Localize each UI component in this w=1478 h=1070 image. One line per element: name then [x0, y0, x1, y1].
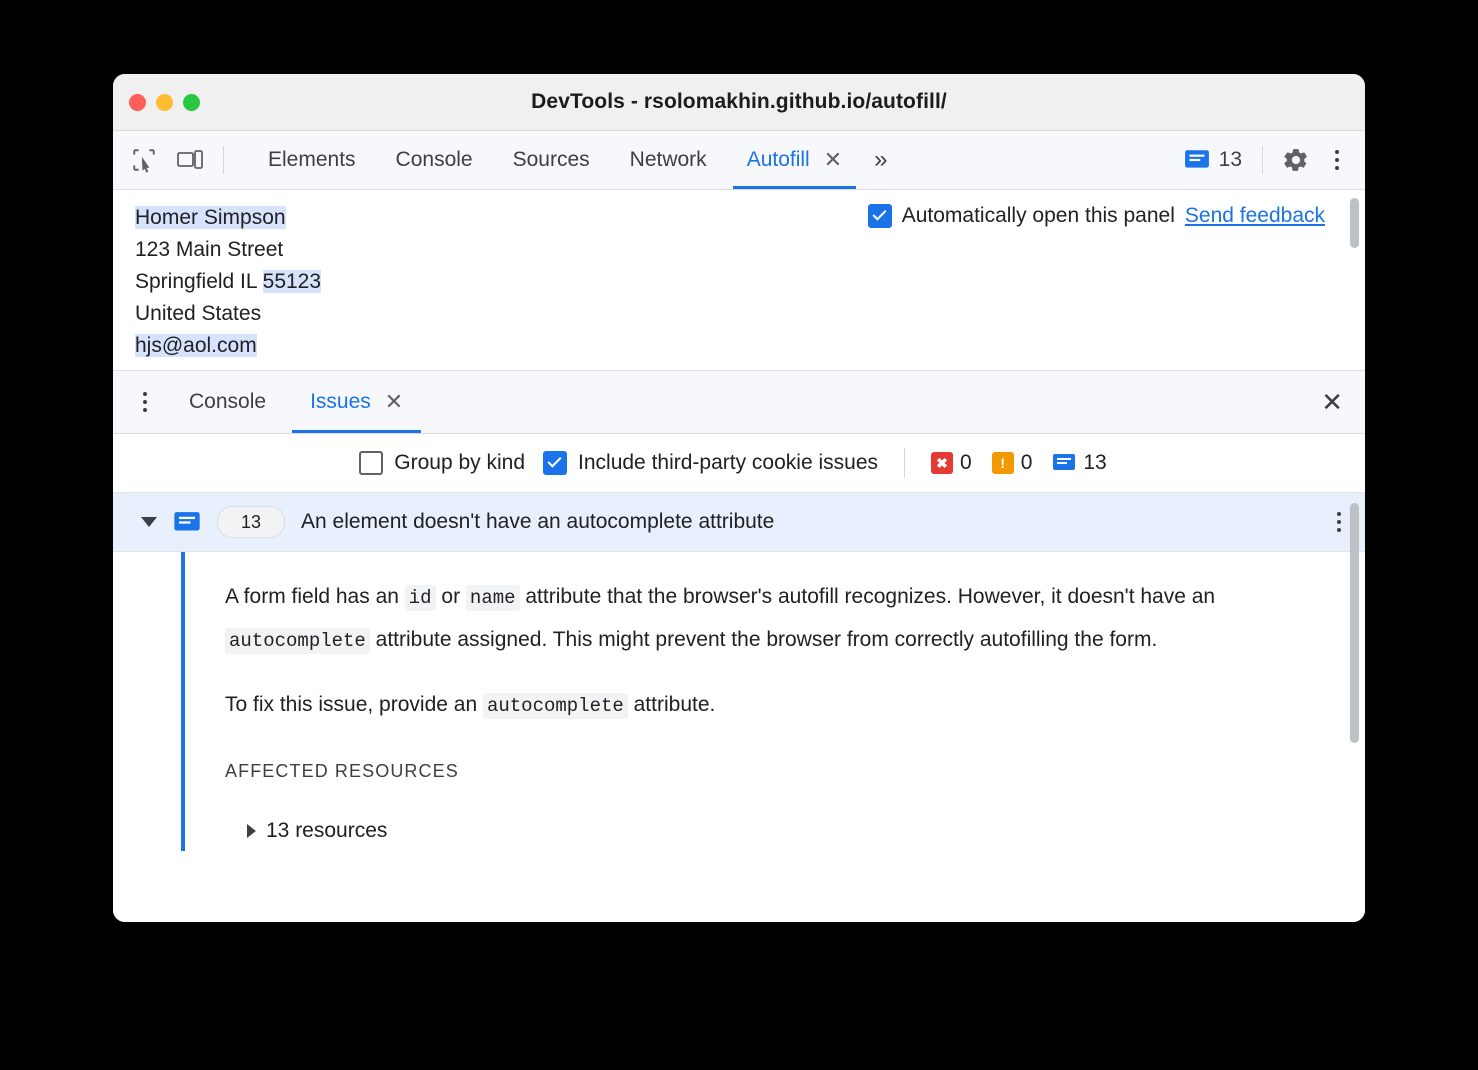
tab-autofill-label: Autofill — [746, 148, 810, 171]
send-feedback-link[interactable]: Send feedback — [1184, 204, 1325, 227]
affected-resources-heading: AFFECTED RESOURCES — [225, 761, 459, 781]
autofill-panel — [113, 190, 1365, 371]
tab-sources-label: Sources — [512, 148, 590, 171]
issues-list — [113, 493, 1365, 922]
info-count-label: 13 — [1083, 451, 1107, 474]
tab-network[interactable] — [610, 131, 727, 189]
address-line-2: 123 Main Street — [135, 238, 284, 261]
chevron-right-icon[interactable] — [247, 824, 256, 838]
tab-elements-label: Elements — [268, 148, 356, 171]
address-line-5: hjs@aol.com — [135, 334, 257, 357]
toolbar-right-group — [1174, 137, 1365, 183]
issue-text-2b: attribute. — [627, 693, 716, 716]
address-line-1: Homer Simpson — [135, 206, 286, 229]
affected-resources-label: 13 resources — [266, 819, 388, 842]
panel-tabs — [248, 131, 900, 189]
tab-autofill-close-icon[interactable]: ✕ — [823, 147, 843, 172]
address-line-4: United States — [135, 302, 262, 325]
affected-resources-toggle[interactable] — [225, 810, 1315, 851]
issue-text-1c: attribute that the browser's autofill recognizes. However, it doesn't have an — [519, 585, 1216, 608]
window-title: DevTools - rsolomakhin.github.io/autofill/ — [531, 90, 947, 113]
code-autocomplete-2: autocomplete — [483, 693, 628, 719]
devtools-window — [113, 74, 1365, 922]
drawer-more-options-icon[interactable] — [123, 371, 167, 433]
tab-sources[interactable] — [493, 131, 610, 189]
window-controls[interactable] — [113, 94, 200, 111]
device-toolbar-icon[interactable] — [167, 137, 213, 183]
drawer-tab-issues-close-icon[interactable]: ✕ — [384, 389, 404, 414]
issue-text-1a: A form field has an — [225, 585, 405, 608]
error-count-label: 0 — [960, 451, 972, 474]
tab-autofill[interactable] — [727, 131, 862, 189]
issue-text-1d: attribute assigned. This might prevent the browser from correctly autofilling the form. — [369, 628, 1158, 651]
group-by-kind-checkbox[interactable] — [359, 451, 383, 475]
close-window-button[interactable] — [129, 94, 146, 111]
issue-counts — [931, 451, 1119, 475]
drawer-tab-issues-label: Issues — [310, 390, 371, 413]
toolbar-divider-2 — [1262, 146, 1263, 174]
warning-count[interactable] — [992, 451, 1033, 475]
issue-occurrence-badge: 13 — [217, 506, 285, 538]
devtools-toolbar — [113, 131, 1365, 190]
more-tabs-icon[interactable]: » — [874, 146, 888, 173]
issue-info-icon — [173, 511, 201, 534]
drawer-tab-console[interactable] — [167, 371, 288, 433]
issue-details — [113, 552, 1365, 851]
issue-paragraph-2 — [225, 684, 1315, 727]
code-autocomplete: autocomplete — [225, 628, 370, 654]
message-count-label: 13 — [1218, 148, 1242, 171]
auto-open-checkbox[interactable] — [868, 204, 892, 228]
maximize-window-button[interactable] — [183, 94, 200, 111]
autofill-panel-scrollbar[interactable] — [1350, 198, 1359, 248]
error-count[interactable] — [931, 451, 972, 475]
more-options-icon[interactable] — [1319, 150, 1355, 170]
message-count-button[interactable] — [1174, 148, 1252, 172]
issues-scrollbar[interactable] — [1350, 503, 1359, 743]
autofill-address-preview — [135, 202, 321, 362]
info-message-icon — [1052, 453, 1076, 473]
message-icon — [1184, 149, 1210, 171]
minimize-window-button[interactable] — [156, 94, 173, 111]
issues-filter-bar — [113, 434, 1365, 493]
issue-description — [185, 552, 1355, 851]
window-titlebar — [113, 74, 1365, 131]
address-line-3: Springfield IL 55123 — [135, 270, 322, 293]
group-by-kind-option[interactable] — [359, 451, 525, 475]
tab-console[interactable] — [376, 131, 493, 189]
warning-count-label: 0 — [1020, 451, 1033, 474]
error-icon: ✖ — [931, 452, 953, 474]
chevron-down-icon[interactable] — [141, 517, 157, 527]
warning-icon: ! — [992, 452, 1014, 474]
issue-row-header[interactable] — [113, 493, 1365, 552]
issue-title: An element doesn't have an autocomplete attribute — [301, 510, 775, 533]
issue-text-2a: To fix this issue, provide an — [225, 693, 483, 716]
drawer-tabbar — [113, 371, 1365, 434]
third-party-cookies-checkbox[interactable] — [543, 451, 567, 475]
auto-open-label: Automatically open this panel — [901, 204, 1175, 227]
tab-elements[interactable] — [248, 131, 376, 189]
drawer-close-icon[interactable]: ✕ — [1321, 386, 1343, 417]
tab-console-label: Console — [395, 148, 473, 171]
filter-divider — [904, 448, 905, 478]
issue-more-options-icon[interactable] — [1329, 512, 1349, 532]
gear-icon[interactable] — [1273, 137, 1319, 183]
group-by-kind-label: Group by kind — [394, 451, 526, 474]
drawer-tab-issues[interactable] — [288, 371, 425, 433]
third-party-cookies-label: Include third-party cookie issues — [578, 451, 878, 474]
issue-paragraph-1 — [225, 576, 1315, 662]
info-count[interactable] — [1052, 451, 1106, 475]
toolbar-divider — [223, 146, 224, 174]
code-name: name — [466, 585, 520, 611]
drawer-tab-console-label: Console — [189, 390, 267, 413]
tab-network-label: Network — [629, 148, 707, 171]
issue-text-1b: or — [435, 585, 466, 608]
third-party-cookies-option[interactable] — [543, 451, 878, 475]
code-id: id — [405, 585, 436, 611]
inspect-element-icon[interactable] — [121, 137, 167, 183]
